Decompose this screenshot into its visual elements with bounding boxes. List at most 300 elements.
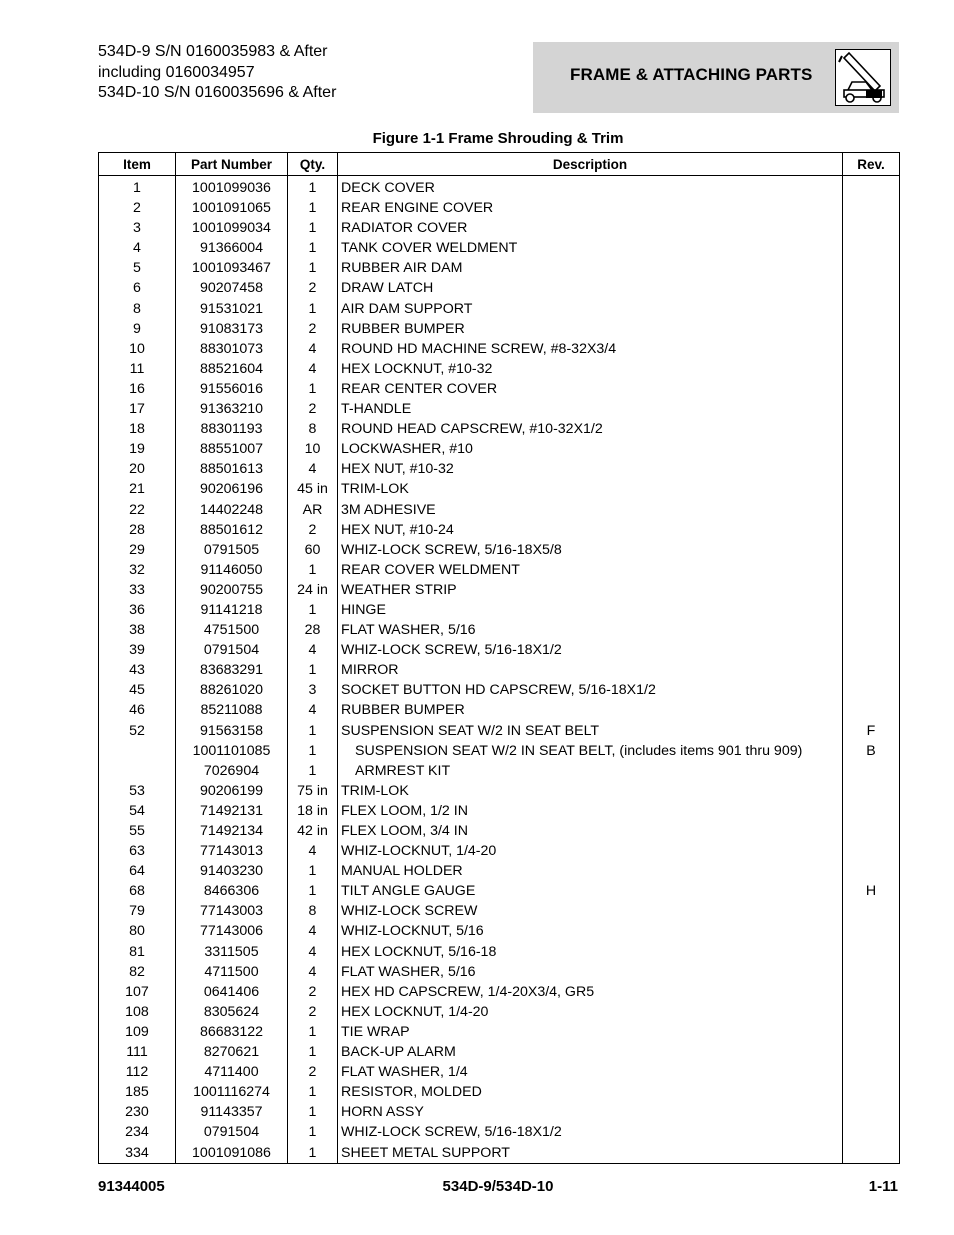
- item-cell: 5: [99, 258, 176, 278]
- rev-cell: [843, 299, 900, 319]
- table-row: [99, 218, 900, 238]
- description-cell: HEX NUT, #10-32: [338, 459, 843, 479]
- part-number-cell: 88301193: [176, 419, 288, 439]
- table-row: [99, 359, 900, 379]
- description-cell: RUBBER BUMPER: [338, 319, 843, 339]
- description-cell: LOCKWASHER, #10: [338, 439, 843, 459]
- qty-cell: 8: [288, 901, 338, 921]
- table-row: [99, 1042, 900, 1062]
- part-number-cell: 88551007: [176, 439, 288, 459]
- part-number-cell: 4711500: [176, 962, 288, 982]
- rev-cell: [843, 1022, 900, 1042]
- description-cell: TIE WRAP: [338, 1022, 843, 1042]
- table-row: [99, 982, 900, 1002]
- description-cell: FLEX LOOM, 3/4 IN: [338, 821, 843, 841]
- qty-cell: 1: [288, 861, 338, 881]
- description-cell: SOCKET BUTTON HD CAPSCREW, 5/16-18X1/2: [338, 680, 843, 700]
- description-cell: SUSPENSION SEAT W/2 IN SEAT BELT: [338, 721, 843, 741]
- qty-cell: 1: [288, 218, 338, 238]
- description-cell: RESISTOR, MOLDED: [338, 1082, 843, 1102]
- part-number-cell: 91143357: [176, 1102, 288, 1122]
- qty-cell: 18 in: [288, 801, 338, 821]
- rev-cell: [843, 176, 900, 199]
- model-line: 534D-9 S/N 0160035983 & After: [98, 43, 328, 60]
- qty-cell: 1: [288, 258, 338, 278]
- qty-cell: 4: [288, 640, 338, 660]
- item-cell: 46: [99, 700, 176, 720]
- model-line: 534D-10 S/N 0160035696 & After: [98, 84, 337, 101]
- item-cell: 2: [99, 198, 176, 218]
- description-cell: HEX NUT, #10-24: [338, 520, 843, 540]
- item-cell: [99, 761, 176, 781]
- rev-cell: [843, 962, 900, 982]
- part-number-cell: 85211088: [176, 700, 288, 720]
- item-cell: 20: [99, 459, 176, 479]
- item-cell: 19: [99, 439, 176, 459]
- part-number-cell: 1001099036: [176, 176, 288, 199]
- telehandler-icon: [835, 49, 891, 106]
- item-cell: 82: [99, 962, 176, 982]
- item-cell: 107: [99, 982, 176, 1002]
- rev-cell: [843, 700, 900, 720]
- model-line: including 0160034957: [98, 63, 255, 81]
- description-cell: FLAT WASHER, 5/16: [338, 620, 843, 640]
- rev-cell: H: [843, 881, 900, 901]
- qty-cell: 10: [288, 439, 338, 459]
- rev-cell: [843, 459, 900, 479]
- rev-cell: [843, 319, 900, 339]
- item-cell: 112: [99, 1062, 176, 1082]
- table-row: [99, 560, 900, 580]
- column-header-qty: Qty.: [288, 153, 338, 176]
- qty-cell: 28: [288, 620, 338, 640]
- part-number-cell: 77143013: [176, 841, 288, 861]
- description-cell: WHIZ-LOCK SCREW, 5/16-18X5/8: [338, 540, 843, 560]
- rev-cell: [843, 781, 900, 801]
- column-header-rev: Rev.: [843, 153, 900, 176]
- description-cell: ROUND HEAD CAPSCREW, #10-32X1/2: [338, 419, 843, 439]
- table-row: [99, 942, 900, 962]
- item-cell: 53: [99, 781, 176, 801]
- description-cell: FLAT WASHER, 5/16: [338, 962, 843, 982]
- document-number: 91344005: [98, 1178, 165, 1195]
- rev-cell: [843, 1082, 900, 1102]
- part-number-cell: 91403230: [176, 861, 288, 881]
- rev-cell: [843, 359, 900, 379]
- item-cell: [99, 741, 176, 761]
- qty-cell: 4: [288, 942, 338, 962]
- part-number-cell: 91146050: [176, 560, 288, 580]
- rev-cell: [843, 540, 900, 560]
- table-row: [99, 921, 900, 941]
- description-cell: HORN ASSY: [338, 1102, 843, 1122]
- description-cell: HINGE: [338, 600, 843, 620]
- part-number-cell: 91556016: [176, 379, 288, 399]
- part-number-cell: 1001093467: [176, 258, 288, 278]
- qty-cell: 1: [288, 1042, 338, 1062]
- table-row: [99, 781, 900, 801]
- description-cell: HEX LOCKNUT, #10-32: [338, 359, 843, 379]
- qty-cell: 42 in: [288, 821, 338, 841]
- item-cell: 68: [99, 881, 176, 901]
- item-cell: 9: [99, 319, 176, 339]
- item-cell: 80: [99, 921, 176, 941]
- qty-cell: 2: [288, 1002, 338, 1022]
- rev-cell: B: [843, 741, 900, 761]
- table-row: [99, 861, 900, 881]
- qty-cell: 45 in: [288, 479, 338, 499]
- parts-table: [98, 152, 900, 1164]
- part-number-cell: 90207458: [176, 278, 288, 298]
- description-cell: T-HANDLE: [338, 399, 843, 419]
- table-row: [99, 278, 900, 298]
- qty-cell: 4: [288, 459, 338, 479]
- description-cell: WHIZ-LOCKNUT, 5/16: [338, 921, 843, 941]
- table-row: [99, 1143, 900, 1164]
- table-row: [99, 258, 900, 278]
- part-number-cell: 71492134: [176, 821, 288, 841]
- table-row: [99, 1082, 900, 1102]
- part-number-cell: 91366004: [176, 238, 288, 258]
- table-row: [99, 319, 900, 339]
- qty-cell: AR: [288, 500, 338, 520]
- item-cell: 45: [99, 680, 176, 700]
- part-number-cell: 90200755: [176, 580, 288, 600]
- item-cell: 36: [99, 600, 176, 620]
- part-number-cell: 0791504: [176, 1122, 288, 1142]
- table-row: [99, 680, 900, 700]
- column-header-description: Description: [338, 153, 843, 176]
- rev-cell: [843, 198, 900, 218]
- rev-cell: [843, 600, 900, 620]
- qty-cell: 1: [288, 379, 338, 399]
- rev-cell: [843, 1143, 900, 1164]
- rev-cell: [843, 580, 900, 600]
- table-row: [99, 238, 900, 258]
- description-cell: TRIM-LOK: [338, 479, 843, 499]
- part-number-cell: 4711400: [176, 1062, 288, 1082]
- part-number-cell: 0791504: [176, 640, 288, 660]
- item-cell: 54: [99, 801, 176, 821]
- qty-cell: 2: [288, 278, 338, 298]
- part-number-cell: 88521604: [176, 359, 288, 379]
- item-cell: 32: [99, 560, 176, 580]
- table-row: [99, 700, 900, 720]
- item-cell: 43: [99, 660, 176, 680]
- item-cell: 4: [99, 238, 176, 258]
- rev-cell: [843, 560, 900, 580]
- description-cell: HEX LOCKNUT, 5/16-18: [338, 942, 843, 962]
- part-number-cell: 91531021: [176, 299, 288, 319]
- item-cell: 230: [99, 1102, 176, 1122]
- parts-table-body: [99, 176, 900, 1164]
- section-header: [533, 42, 899, 113]
- description-cell: TILT ANGLE GAUGE: [338, 881, 843, 901]
- description-cell: ROUND HD MACHINE SCREW, #8-32X3/4: [338, 339, 843, 359]
- description-cell: MIRROR: [338, 660, 843, 680]
- table-row: [99, 580, 900, 600]
- rev-cell: [843, 660, 900, 680]
- part-number-cell: 71492131: [176, 801, 288, 821]
- table-row: [99, 479, 900, 499]
- part-number-cell: 91363210: [176, 399, 288, 419]
- rev-cell: [843, 500, 900, 520]
- table-row: [99, 540, 900, 560]
- item-cell: 3: [99, 218, 176, 238]
- qty-cell: 1: [288, 761, 338, 781]
- part-number-cell: 8305624: [176, 1002, 288, 1022]
- description-cell: AIR DAM SUPPORT: [338, 299, 843, 319]
- qty-cell: 1: [288, 721, 338, 741]
- rev-cell: [843, 921, 900, 941]
- item-cell: 234: [99, 1122, 176, 1142]
- qty-cell: 1: [288, 1143, 338, 1164]
- qty-cell: 2: [288, 399, 338, 419]
- item-cell: 38: [99, 620, 176, 640]
- page-number: 1-11: [868, 1178, 898, 1195]
- item-cell: 79: [99, 901, 176, 921]
- description-cell: WEATHER STRIP: [338, 580, 843, 600]
- table-row: [99, 741, 900, 761]
- description-cell: ARMREST KIT: [338, 761, 843, 781]
- footer-model: 534D-9/534D-10: [442, 1178, 554, 1195]
- rev-cell: [843, 1002, 900, 1022]
- qty-cell: 1: [288, 660, 338, 680]
- part-number-cell: 77143006: [176, 921, 288, 941]
- part-number-cell: 1001091086: [176, 1143, 288, 1164]
- qty-cell: 1: [288, 1082, 338, 1102]
- part-number-cell: 91141218: [176, 600, 288, 620]
- description-cell: REAR COVER WELDMENT: [338, 560, 843, 580]
- rev-cell: F: [843, 721, 900, 741]
- rev-cell: [843, 218, 900, 238]
- item-cell: 185: [99, 1082, 176, 1102]
- table-row: [99, 1062, 900, 1082]
- description-cell: BACK-UP ALARM: [338, 1042, 843, 1062]
- item-cell: 64: [99, 861, 176, 881]
- qty-cell: 4: [288, 841, 338, 861]
- part-number-cell: 1001116274: [176, 1082, 288, 1102]
- qty-cell: 1: [288, 881, 338, 901]
- qty-cell: 75 in: [288, 781, 338, 801]
- description-cell: HEX LOCKNUT, 1/4-20: [338, 1002, 843, 1022]
- rev-cell: [843, 1102, 900, 1122]
- item-cell: 17: [99, 399, 176, 419]
- table-row: [99, 299, 900, 319]
- qty-cell: 4: [288, 700, 338, 720]
- part-number-cell: 4751500: [176, 620, 288, 640]
- qty-cell: 2: [288, 982, 338, 1002]
- rev-cell: [843, 1062, 900, 1082]
- item-cell: 29: [99, 540, 176, 560]
- qty-cell: 4: [288, 962, 338, 982]
- rev-cell: [843, 419, 900, 439]
- rev-cell: [843, 640, 900, 660]
- rev-cell: [843, 761, 900, 781]
- table-row: [99, 1122, 900, 1142]
- qty-cell: 1: [288, 1022, 338, 1042]
- qty-cell: 1: [288, 299, 338, 319]
- part-number-cell: 90206196: [176, 479, 288, 499]
- table-row: [99, 1102, 900, 1122]
- part-number-cell: 88501612: [176, 520, 288, 540]
- qty-cell: 3: [288, 680, 338, 700]
- item-cell: 6: [99, 278, 176, 298]
- description-cell: 3M ADHESIVE: [338, 500, 843, 520]
- qty-cell: 1: [288, 600, 338, 620]
- part-number-cell: 91563158: [176, 721, 288, 741]
- item-cell: 39: [99, 640, 176, 660]
- qty-cell: 2: [288, 520, 338, 540]
- section-title: FRAME & ATTACHING PARTS: [570, 65, 813, 84]
- description-cell: SHEET METAL SUPPORT: [338, 1143, 843, 1164]
- table-row: [99, 600, 900, 620]
- qty-cell: 4: [288, 921, 338, 941]
- item-cell: 10: [99, 339, 176, 359]
- table-row: [99, 881, 900, 901]
- description-cell: WHIZ-LOCK SCREW: [338, 901, 843, 921]
- item-cell: 109: [99, 1022, 176, 1042]
- item-cell: 1: [99, 176, 176, 199]
- qty-cell: 1: [288, 1102, 338, 1122]
- table-row: [99, 620, 900, 640]
- qty-cell: 1: [288, 741, 338, 761]
- table-row: [99, 419, 900, 439]
- rev-cell: [843, 680, 900, 700]
- part-number-cell: 83683291: [176, 660, 288, 680]
- description-cell: HEX HD CAPSCREW, 1/4-20X3/4, GR5: [338, 982, 843, 1002]
- item-cell: 8: [99, 299, 176, 319]
- model-applicability: [98, 42, 336, 104]
- description-cell: TRIM-LOK: [338, 781, 843, 801]
- table-row: [99, 439, 900, 459]
- description-cell: DECK COVER: [338, 176, 843, 199]
- qty-cell: 1: [288, 198, 338, 218]
- description-cell: REAR CENTER COVER: [338, 379, 843, 399]
- rev-cell: [843, 278, 900, 298]
- part-number-cell: 77143003: [176, 901, 288, 921]
- qty-cell: 4: [288, 359, 338, 379]
- qty-cell: 1: [288, 560, 338, 580]
- part-number-cell: 86683122: [176, 1022, 288, 1042]
- table-row: [99, 399, 900, 419]
- rev-cell: [843, 821, 900, 841]
- item-cell: 28: [99, 520, 176, 540]
- table-row: [99, 640, 900, 660]
- rev-cell: [843, 982, 900, 1002]
- rev-cell: [843, 399, 900, 419]
- part-number-cell: 1001099034: [176, 218, 288, 238]
- table-row: [99, 379, 900, 399]
- description-cell: WHIZ-LOCKNUT, 1/4-20: [338, 841, 843, 861]
- rev-cell: [843, 1122, 900, 1142]
- table-row: [99, 339, 900, 359]
- item-cell: 111: [99, 1042, 176, 1062]
- part-number-cell: 0641406: [176, 982, 288, 1002]
- part-number-cell: 3311505: [176, 942, 288, 962]
- description-cell: MANUAL HOLDER: [338, 861, 843, 881]
- qty-cell: 1: [288, 176, 338, 199]
- table-row: [99, 962, 900, 982]
- qty-cell: 24 in: [288, 580, 338, 600]
- description-cell: RUBBER AIR DAM: [338, 258, 843, 278]
- description-cell: TANK COVER WELDMENT: [338, 238, 843, 258]
- figure-title: Figure 1-1 Frame Shrouding & Trim: [372, 130, 624, 147]
- table-row: [99, 176, 900, 199]
- table-row: [99, 1022, 900, 1042]
- item-cell: 33: [99, 580, 176, 600]
- qty-cell: 1: [288, 1122, 338, 1142]
- rev-cell: [843, 520, 900, 540]
- table-row: [99, 801, 900, 821]
- description-cell: RADIATOR COVER: [338, 218, 843, 238]
- item-cell: 81: [99, 942, 176, 962]
- item-cell: 334: [99, 1143, 176, 1164]
- description-cell: DRAW LATCH: [338, 278, 843, 298]
- table-row: [99, 520, 900, 540]
- item-cell: 63: [99, 841, 176, 861]
- item-cell: 11: [99, 359, 176, 379]
- rev-cell: [843, 439, 900, 459]
- description-cell: SUSPENSION SEAT W/2 IN SEAT BELT, (includes items 901 thru 909): [338, 741, 843, 761]
- rev-cell: [843, 238, 900, 258]
- table-row: [99, 721, 900, 741]
- rev-cell: [843, 258, 900, 278]
- table-row: [99, 500, 900, 520]
- item-cell: 18: [99, 419, 176, 439]
- table-row: [99, 459, 900, 479]
- rev-cell: [843, 841, 900, 861]
- part-number-cell: 1001101085: [176, 741, 288, 761]
- qty-cell: 4: [288, 339, 338, 359]
- rev-cell: [843, 379, 900, 399]
- item-cell: 108: [99, 1002, 176, 1022]
- description-cell: WHIZ-LOCK SCREW, 5/16-18X1/2: [338, 1122, 843, 1142]
- rev-cell: [843, 901, 900, 921]
- part-number-cell: 88301073: [176, 339, 288, 359]
- qty-cell: 2: [288, 1062, 338, 1082]
- qty-cell: 1: [288, 238, 338, 258]
- rev-cell: [843, 479, 900, 499]
- part-number-cell: 90206199: [176, 781, 288, 801]
- qty-cell: 60: [288, 540, 338, 560]
- part-number-cell: 0791505: [176, 540, 288, 560]
- rev-cell: [843, 861, 900, 881]
- rev-cell: [843, 801, 900, 821]
- part-number-cell: 88501613: [176, 459, 288, 479]
- table-row: [99, 901, 900, 921]
- table-row: [99, 821, 900, 841]
- item-cell: 21: [99, 479, 176, 499]
- description-cell: FLEX LOOM, 1/2 IN: [338, 801, 843, 821]
- item-cell: 16: [99, 379, 176, 399]
- item-cell: 22: [99, 500, 176, 520]
- rev-cell: [843, 339, 900, 359]
- rev-cell: [843, 942, 900, 962]
- table-row: [99, 1002, 900, 1022]
- table-header-row: [99, 153, 900, 176]
- part-number-cell: 7026904: [176, 761, 288, 781]
- description-cell: WHIZ-LOCK SCREW, 5/16-18X1/2: [338, 640, 843, 660]
- item-cell: 55: [99, 821, 176, 841]
- qty-cell: 2: [288, 319, 338, 339]
- part-number-cell: 14402248: [176, 500, 288, 520]
- part-number-cell: 8270621: [176, 1042, 288, 1062]
- part-number-cell: 1001091065: [176, 198, 288, 218]
- rev-cell: [843, 620, 900, 640]
- description-cell: FLAT WASHER, 1/4: [338, 1062, 843, 1082]
- part-number-cell: 91083173: [176, 319, 288, 339]
